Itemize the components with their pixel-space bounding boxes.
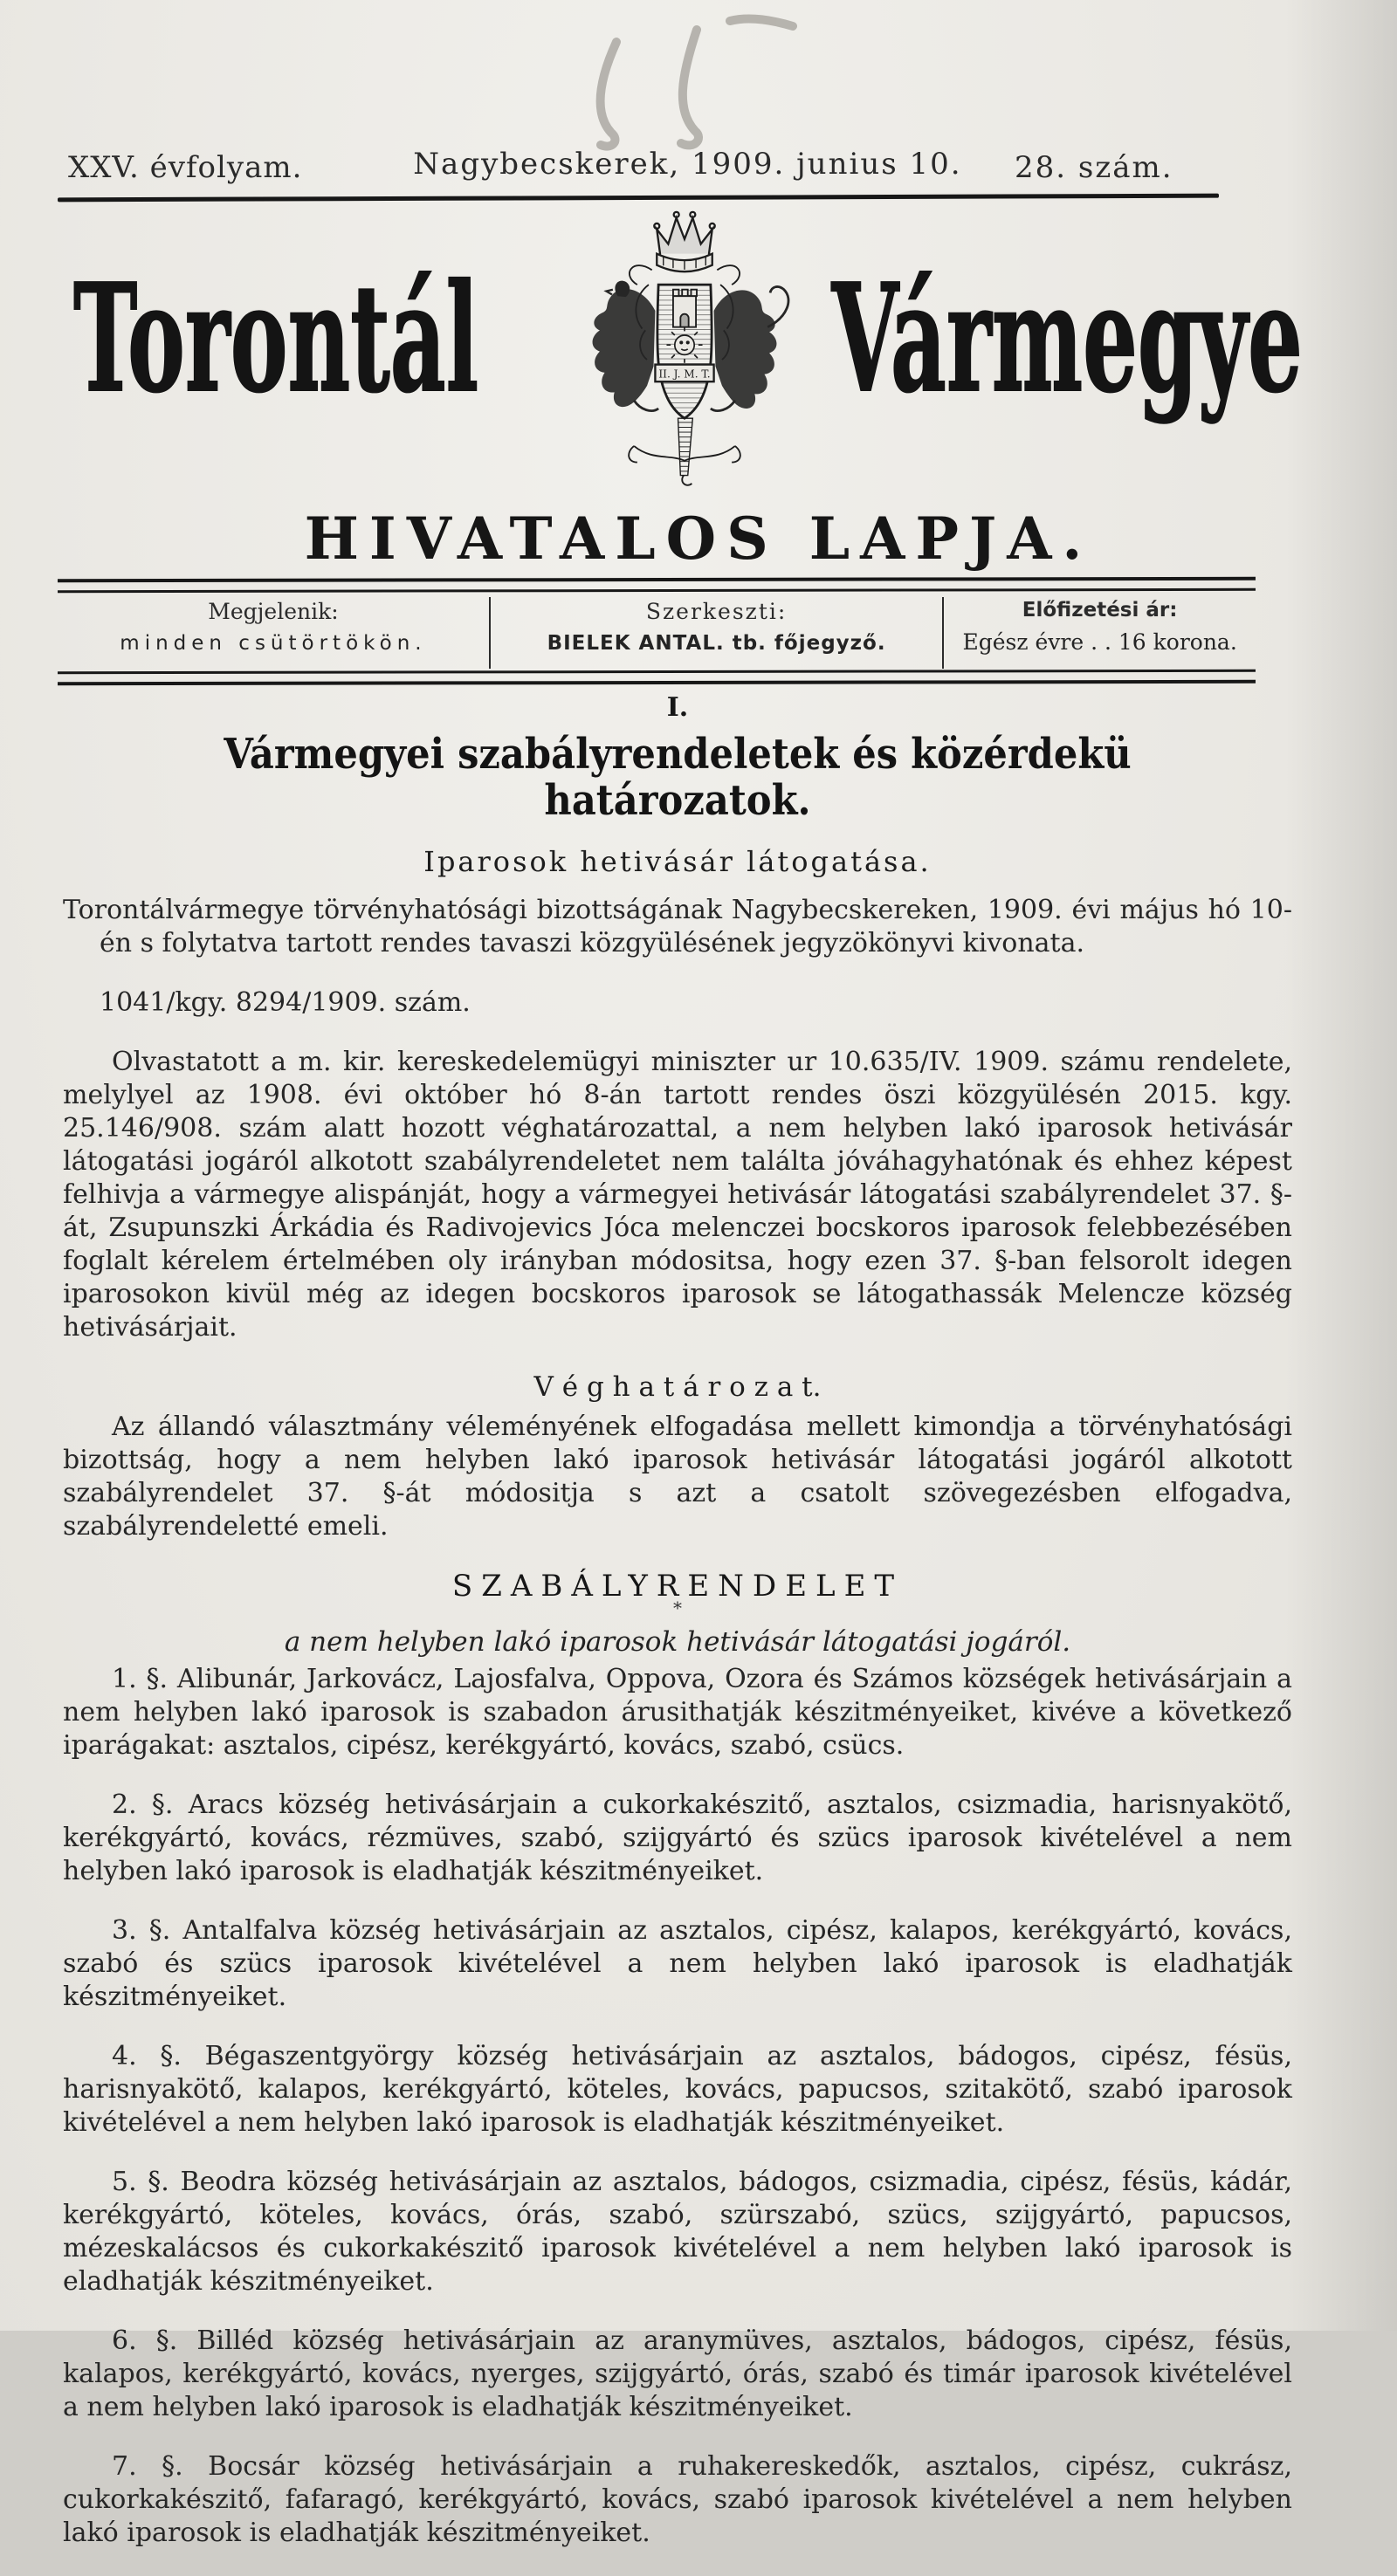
subscription-label: Előfizetési ár: [1022, 599, 1178, 622]
section-title: Vármegyei szabályrendeletek és közérdekü határozatok. [224, 730, 1132, 825]
masthead-title-left: Torontál [73, 251, 479, 426]
info-col-subscription [944, 597, 1256, 669]
coat-of-arms-icon [538, 201, 831, 494]
reference-number: 1041/kgy. 8294/1909. szám. [100, 986, 471, 1018]
intro-paragraph: Torontálvármegye törvényhatósági bizottságának Nagybecskereken, 1909. évi május hó 10-én s folytatva tartott rendes tavaszi közgyülésének jegyzökönyvi kivonata. [63, 894, 1292, 958]
info-col-editor [489, 597, 944, 669]
regulation-ornament: * [673, 1597, 682, 1618]
header-volume: XXV. évfolyam. [68, 150, 303, 185]
coat-of-arms-shield-text: II. J. M. T. [658, 368, 711, 381]
regulation-heading: SZABÁLYRENDELET [451, 1568, 904, 1604]
regulation-subtitle: a nem helyben lakó iparosok hetivásár látogatási jogáról. [284, 1625, 1071, 1658]
section-number: I. [666, 692, 689, 723]
publication-value: minden csütörtökön. [120, 632, 427, 655]
info-bar [58, 597, 1256, 669]
article-title: Iparosok hetivásár látogatása. [423, 844, 932, 878]
publication-label: Megjelenik: [208, 599, 339, 624]
header-issue-number: 28. szám. [1015, 150, 1173, 185]
regulation-section-7: 7. §. Bocsár község hetivásárjain a ruhakereskedők, asztalos, cipész, cukrász, cukorkakészitő, fafaragó, kerékgyártó, kovács, szabó iparosok kivételével a nem helyben lakó iparosok is eladhatják készitményeiket. [63, 2450, 1292, 2548]
regulation-section-4: 4. §. Bégaszentgyörgy község hetivásárjain az asztalos, bádogos, cipész, fésüs, harisnyakötő, kalapos, kerékgyártó, köteles, kovács, papucsos, szitakötő, szabó iparosok kivételével a nem helyben lakó iparosok is eladhatják készitményeiket. [63, 2040, 1292, 2138]
masthead-title-right: Vármegye [831, 251, 1303, 426]
header-place-date: Nagybecskerek, 1909. junius 10. [413, 147, 962, 182]
verdict-paragraph: Az állandó választmány véleményének elfogadása mellett kimondja a törvényhatósági bizottság, hogy a nem helyben lakó iparosok hetivásár látogatási jogáról alkotott szabályrendelet 37. §-át módositja s azt a csatolt szövegezésben elfogadva, szabályrendeletté emeli. [63, 1411, 1292, 1542]
masthead-subtitle: HIVATALOS LAPJA. [304, 505, 1093, 573]
regulation-section-2: 2. §. Aracs község hetivásárjain a cukorkakészitő, asztalos, csizmadia, harisnyakötő, kerékgyártó, kovács, rézmüves, szabó, szijgyártó és szücs iparosok kivételével a nem helyben lakó iparosok is eladhatják készitményeiket. [63, 1789, 1292, 1886]
regulation-section-5: 5. §. Beodra község hetivásárjain az asztalos, bádogos, csizmadia, cipész, fésüs, kádár, kerékgyártó, köteles, kovács, órás, szabó, szürszabó, szücs, szijgyártó, papucsos, mézeskalácsos és cukorkakészitő iparosok kivételével a nem helyben lakó iparosok is eladhatják készitményeiket. [63, 2166, 1292, 2297]
divider-rule-top [58, 577, 1256, 593]
editor-label: Szerkeszti: [645, 599, 788, 624]
editor-value: BIELEK ANTAL. tb. főjegyző. [547, 632, 886, 655]
regulation-section-3: 3. §. Antalfalva község hetivásárjain az asztalos, cipész, kalapos, kerékgyártó, kovács, szabó és szücs iparosok kivételével a nem helyben lakó iparosok is eladhatják készitményeiket. [63, 1914, 1292, 2012]
divider-rule-bottom [58, 670, 1256, 685]
subscription-value: Egész évre . . 16 korona. [962, 629, 1237, 655]
info-col-publication [58, 597, 489, 669]
decree-paragraph: Olvastatott a m. kir. kereskedelemügyi miniszter ur 10.635/IV. 1909. számu rendelete, melylyel az 1908. évi október hó 8-án tartott rendes öszi közgyülésén 2015. kgy. 25.146/908. szám alatt hozott véghatározattal, a nem helyben lakó iparosok hetivásár látogatási jogáról alkotott szabályrendeletet nem találta jóváhagyhatónak és ehhez képest felhivja a vármegye alispánját, hogy a vármegyei hetivásár látogatási szabályrendelet 37. §-át, Zsupunszki Árkádia és Radivojevics Jóca melenczei bocskoros iparosok felebbezésében foglalt kérelem értelmében oly irányban módositsa, hogy ezen 37. §-ban felsorolt idegen iparosokon kivül még az idegen bocskoros iparosok se látogathassák Melencze község hetivásárjait. [63, 1046, 1292, 1343]
regulation-section-1: 1. §. Alibunár, Jarkovácz, Lajosfalva, Oppova, Ozora és Számos községek hetivásárjain a nem helyben lakó iparosok is szabadon árusithatják készitményeiket, kivéve a következő iparágakat: asztalos, cipész, kerékgyártó, kovács, szabó, csücs. [63, 1663, 1292, 1761]
regulation-section-6: 6. §. Billéd község hetivásárjain az aranymüves, asztalos, bádogos, cipész, fésüs, kalapos, kerékgyártó, kovács, nyerges, szijgyártó, órás, szabó és timár iparosok kivételével a nem helyben lakó iparosok is eladhatják készitményeiket. [63, 2325, 1292, 2422]
article-body [63, 692, 1292, 2576]
verdict-heading: V é g h a t á r o z a t. [533, 1370, 822, 1403]
